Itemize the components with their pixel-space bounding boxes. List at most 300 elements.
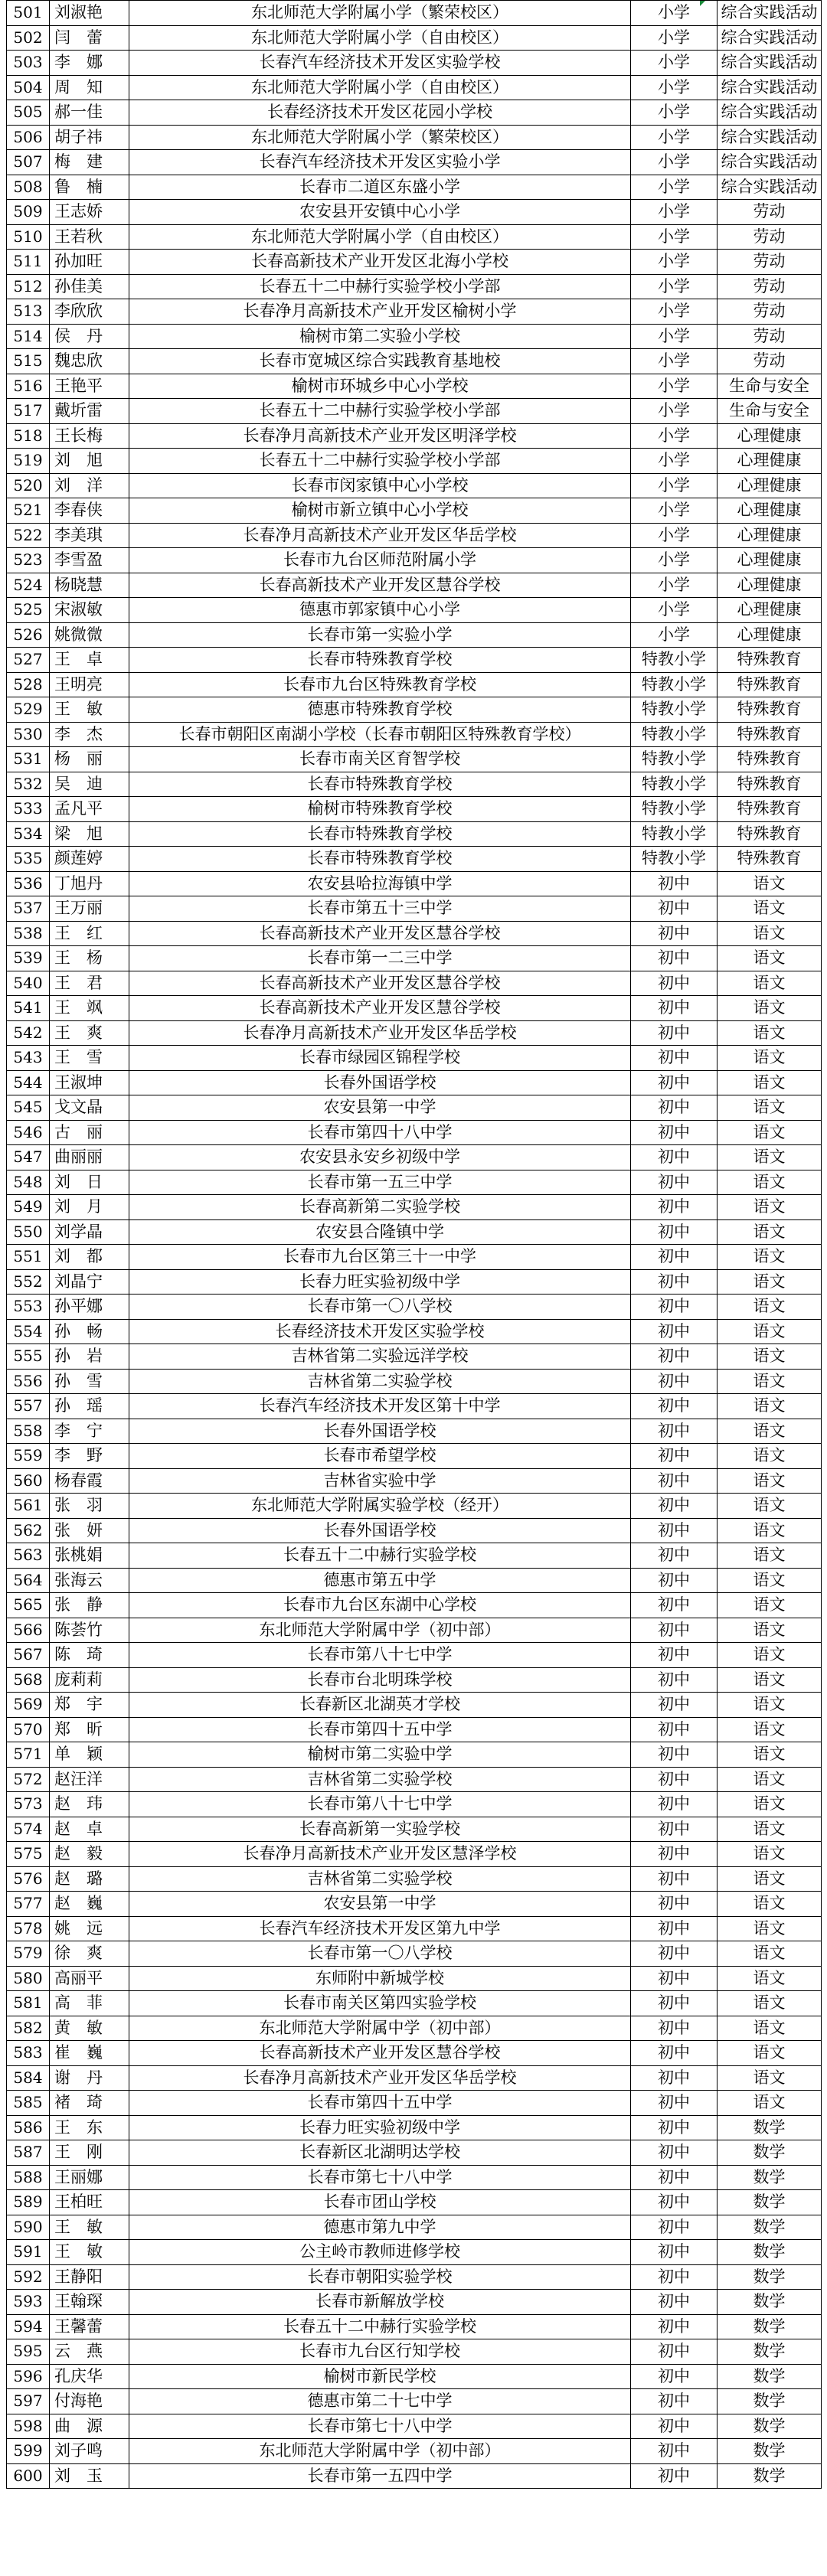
school-name-cell: 长春市台北明珠学校 (129, 1667, 631, 1693)
school-level-cell: 初中 (631, 2016, 717, 2041)
subject-cell: 语文 (717, 1792, 822, 1817)
teacher-name-cell: 郑 宇 (50, 1693, 129, 1718)
school-name-cell: 长春高新技术产业开发区慧谷学校 (129, 921, 631, 946)
teacher-name-cell: 王 敏 (50, 697, 129, 723)
school-level-cell: 小学 (631, 25, 717, 51)
school-level-cell: 初中 (631, 2041, 717, 2066)
row-number-cell: 566 (7, 1618, 50, 1643)
subject-cell: 劳动 (717, 250, 822, 275)
subject-cell: 语文 (717, 1518, 822, 1543)
teacher-name-cell: 刘 月 (50, 1195, 129, 1220)
school-name-cell: 农安县开安镇中心小学 (129, 200, 631, 225)
school-name-cell: 长春市第七十八中学 (129, 2414, 631, 2439)
teacher-name-cell: 李春侠 (50, 498, 129, 524)
school-name-cell: 长春高新第二实验学校 (129, 1195, 631, 1220)
school-level-cell: 初中 (631, 1618, 717, 1643)
subject-cell: 语文 (717, 1941, 822, 1967)
row-number-cell: 585 (7, 2091, 50, 2116)
school-name-cell: 长春汽车经济技术开发区实验学校 (129, 51, 631, 76)
teacher-name-cell: 王志娇 (50, 200, 129, 225)
school-level-cell: 初中 (631, 1792, 717, 1817)
teacher-name-cell: 郝一佳 (50, 100, 129, 126)
subject-cell: 数学 (717, 2290, 822, 2315)
subject-cell: 生命与安全 (717, 374, 822, 399)
school-name-cell: 长春经济技术开发区花园小学校 (129, 100, 631, 126)
school-name-cell: 长春市第一〇八学校 (129, 1941, 631, 1967)
table-row (7, 797, 822, 822)
teacher-name-cell: 孙加旺 (50, 250, 129, 275)
school-level-cell: 特教小学 (631, 722, 717, 747)
row-number-cell: 548 (7, 1170, 50, 1195)
school-name-cell: 德惠市第五中学 (129, 1568, 631, 1593)
school-level-cell: 初中 (631, 2215, 717, 2240)
school-level-cell: 小学 (631, 449, 717, 474)
table-row (7, 1593, 822, 1618)
row-number-cell: 594 (7, 2314, 50, 2339)
table-row (7, 1219, 822, 1245)
teacher-name-cell: 王艳平 (50, 374, 129, 399)
row-number-cell: 542 (7, 1020, 50, 1046)
table-row (7, 1170, 822, 1195)
school-level-cell: 初中 (631, 2439, 717, 2464)
table-row (7, 1866, 822, 1892)
teacher-name-cell: 梅 建 (50, 150, 129, 175)
teacher-name-cell: 闫 蕾 (50, 25, 129, 51)
teacher-name-cell: 杨春霞 (50, 1468, 129, 1494)
table-row (7, 1966, 822, 1991)
table-row (7, 2215, 822, 2240)
teacher-name-cell: 徐 爽 (50, 1941, 129, 1967)
row-number-cell: 555 (7, 1344, 50, 1370)
subject-cell: 语文 (717, 1767, 822, 1792)
school-level-cell: 小学 (631, 399, 717, 424)
teacher-name-cell: 王 红 (50, 921, 129, 946)
table-row (7, 25, 822, 51)
teacher-name-cell: 王 杨 (50, 946, 129, 971)
school-level-cell: 初中 (631, 1419, 717, 1444)
school-name-cell: 长春高新技术产业开发区慧谷学校 (129, 2041, 631, 2066)
teacher-name-cell: 赵 毅 (50, 1842, 129, 1867)
row-number-cell: 536 (7, 871, 50, 896)
school-level-cell: 初中 (631, 1916, 717, 1941)
table-row (7, 1070, 822, 1095)
subject-cell: 心理健康 (717, 548, 822, 573)
row-number-cell: 598 (7, 2414, 50, 2439)
row-number-cell: 573 (7, 1792, 50, 1817)
teacher-name-cell: 孙 瑶 (50, 1394, 129, 1419)
teacher-name-cell: 赵 巍 (50, 1892, 129, 1917)
table-row (7, 896, 822, 922)
subject-cell: 数学 (717, 2140, 822, 2166)
school-level-cell: 初中 (631, 896, 717, 922)
subject-cell: 心理健康 (717, 423, 822, 449)
subject-cell: 劳动 (717, 224, 822, 250)
row-number-cell: 570 (7, 1717, 50, 1742)
school-name-cell: 德惠市特殊教育学校 (129, 697, 631, 723)
row-number-cell: 510 (7, 224, 50, 250)
subject-cell: 语文 (717, 1543, 822, 1569)
teacher-name-cell: 戴圻雷 (50, 399, 129, 424)
school-name-cell: 长春外国语学校 (129, 1518, 631, 1543)
school-name-cell: 长春市朝阳区南湖小学校（长春市朝阳区特殊教育学校） (129, 722, 631, 747)
row-number-cell: 556 (7, 1369, 50, 1394)
subject-cell: 综合实践活动 (717, 1, 822, 26)
row-number-cell: 531 (7, 747, 50, 772)
row-number-cell: 583 (7, 2041, 50, 2066)
school-level-cell: 初中 (631, 1842, 717, 1867)
row-number-cell: 552 (7, 1269, 50, 1295)
table-row (7, 1095, 822, 1121)
school-level-cell: 初中 (631, 2264, 717, 2290)
subject-cell: 特殊教育 (717, 648, 822, 673)
table-row (7, 274, 822, 299)
table-row (7, 1295, 822, 1320)
subject-cell: 综合实践活动 (717, 51, 822, 76)
teacher-name-cell: 李 娜 (50, 51, 129, 76)
subject-cell: 数学 (717, 2190, 822, 2215)
teacher-name-cell: 姚微微 (50, 622, 129, 648)
school-name-cell: 长春五十二中赫行实验学校 (129, 1543, 631, 1569)
row-number-cell: 575 (7, 1842, 50, 1867)
school-name-cell: 长春市第四十八中学 (129, 1120, 631, 1145)
row-number-cell: 528 (7, 672, 50, 697)
school-name-cell: 长春市第一二三中学 (129, 946, 631, 971)
school-level-cell: 初中 (631, 1070, 717, 1095)
school-level-cell: 初中 (631, 1319, 717, 1344)
subject-cell: 劳动 (717, 299, 822, 325)
subject-cell: 语文 (717, 896, 822, 922)
teacher-name-cell: 赵 璐 (50, 1866, 129, 1892)
school-name-cell: 长春市特殊教育学校 (129, 847, 631, 872)
school-level-cell: 小学 (631, 75, 717, 100)
teacher-name-cell: 刘 玉 (50, 2463, 129, 2489)
school-name-cell: 农安县第一中学 (129, 1095, 631, 1121)
subject-cell: 心理健康 (717, 622, 822, 648)
row-number-cell: 524 (7, 573, 50, 598)
school-level-cell: 初中 (631, 1991, 717, 2016)
subject-cell: 语文 (717, 1369, 822, 1394)
teacher-name-cell: 云 燕 (50, 2339, 129, 2365)
row-number-cell: 505 (7, 100, 50, 126)
table-row (7, 1494, 822, 1519)
subject-cell: 综合实践活动 (717, 125, 822, 150)
teacher-name-cell: 鲁 楠 (50, 175, 129, 200)
table-row (7, 449, 822, 474)
school-level-cell: 特教小学 (631, 672, 717, 697)
row-number-cell: 543 (7, 1046, 50, 1071)
school-level-cell: 初中 (631, 1095, 717, 1121)
school-name-cell: 长春市团山学校 (129, 2190, 631, 2215)
row-number-cell: 551 (7, 1245, 50, 1270)
row-number-cell: 532 (7, 772, 50, 797)
table-row (7, 125, 822, 150)
school-name-cell: 长春市新解放学校 (129, 2290, 631, 2315)
school-name-cell: 长春市二道区东盛小学 (129, 175, 631, 200)
row-number-cell: 565 (7, 1593, 50, 1618)
row-number-cell: 577 (7, 1892, 50, 1917)
table-row (7, 2264, 822, 2290)
table-row (7, 722, 822, 747)
row-number-cell: 538 (7, 921, 50, 946)
school-name-cell: 榆树市新民学校 (129, 2364, 631, 2389)
teacher-name-cell: 张 羽 (50, 1494, 129, 1519)
subject-cell: 特殊教育 (717, 672, 822, 697)
table-row (7, 1, 822, 26)
teacher-name-cell: 颜莲婷 (50, 847, 129, 872)
table-row (7, 523, 822, 548)
row-number-cell: 581 (7, 1991, 50, 2016)
school-level-cell: 小学 (631, 324, 717, 349)
teacher-name-cell: 丁旭丹 (50, 871, 129, 896)
teacher-name-cell: 赵 卓 (50, 1817, 129, 1842)
table-row (7, 2314, 822, 2339)
teacher-name-cell: 侯 丹 (50, 324, 129, 349)
teacher-name-cell: 王翰琛 (50, 2290, 129, 2315)
school-name-cell: 长春净月高新技术产业开发区华岳学校 (129, 2065, 631, 2091)
teacher-list-table-region (6, 0, 821, 2489)
table-row (7, 1568, 822, 1593)
row-number-cell: 523 (7, 548, 50, 573)
table-row (7, 1643, 822, 1668)
school-name-cell: 长春市第一〇八学校 (129, 1295, 631, 1320)
table-row (7, 2240, 822, 2265)
subject-cell: 语文 (717, 1219, 822, 1245)
school-level-cell: 特教小学 (631, 847, 717, 872)
school-level-cell: 初中 (631, 2190, 717, 2215)
school-name-cell: 东北师范大学附属小学（自由校区） (129, 75, 631, 100)
school-name-cell: 吉林省第二实验学校 (129, 1866, 631, 1892)
teacher-name-cell: 王静阳 (50, 2264, 129, 2290)
table-row (7, 1344, 822, 1370)
school-level-cell: 初中 (631, 1568, 717, 1593)
school-level-cell: 初中 (631, 2463, 717, 2489)
subject-cell: 语文 (717, 1494, 822, 1519)
school-level-cell: 初中 (631, 1767, 717, 1792)
row-number-cell: 591 (7, 2240, 50, 2265)
teacher-name-cell: 张 静 (50, 1593, 129, 1618)
subject-cell: 数学 (717, 2215, 822, 2240)
table-row (7, 299, 822, 325)
subject-cell: 综合实践活动 (717, 100, 822, 126)
row-number-cell: 503 (7, 51, 50, 76)
school-level-cell: 特教小学 (631, 821, 717, 847)
row-number-cell: 568 (7, 1667, 50, 1693)
school-level-cell: 特教小学 (631, 697, 717, 723)
school-name-cell: 吉林省第二实验学校 (129, 1369, 631, 1394)
teacher-name-cell: 郑 昕 (50, 1717, 129, 1742)
school-level-cell: 初中 (631, 1344, 717, 1370)
table-row (7, 1369, 822, 1394)
row-number-cell: 512 (7, 274, 50, 299)
school-level-cell: 初中 (631, 2414, 717, 2439)
subject-cell: 语文 (717, 2041, 822, 2066)
subject-cell: 语文 (717, 1916, 822, 1941)
subject-cell: 心理健康 (717, 598, 822, 623)
subject-cell: 综合实践活动 (717, 175, 822, 200)
school-level-cell: 小学 (631, 200, 717, 225)
teacher-name-cell: 李雪盈 (50, 548, 129, 573)
subject-cell: 语文 (717, 1195, 822, 1220)
subject-cell: 语文 (717, 1618, 822, 1643)
school-level-cell: 初中 (631, 946, 717, 971)
subject-cell: 语文 (717, 1046, 822, 1071)
school-level-cell: 初中 (631, 871, 717, 896)
school-level-cell: 初中 (631, 2115, 717, 2140)
school-name-cell: 农安县哈拉海镇中学 (129, 871, 631, 896)
subject-cell: 综合实践活动 (717, 150, 822, 175)
cell-comment-marker (700, 1, 705, 6)
school-level-cell: 初中 (631, 1046, 717, 1071)
teacher-name-cell: 刘淑艳 (50, 1, 129, 26)
table-row (7, 2439, 822, 2464)
subject-cell: 综合实践活动 (717, 75, 822, 100)
subject-cell: 语文 (717, 1120, 822, 1145)
teacher-name-cell: 王万丽 (50, 896, 129, 922)
school-level-cell: 小学 (631, 100, 717, 126)
table-row (7, 1892, 822, 1917)
subject-cell: 语文 (717, 1095, 822, 1121)
school-name-cell: 长春高新技术产业开发区慧谷学校 (129, 573, 631, 598)
subject-cell: 数学 (717, 2389, 822, 2414)
teacher-name-cell: 陈 琦 (50, 1643, 129, 1668)
subject-cell: 语文 (717, 1070, 822, 1095)
subject-cell: 劳动 (717, 324, 822, 349)
school-level-cell: 初中 (631, 2140, 717, 2166)
teacher-list-table (6, 0, 822, 2489)
table-row (7, 2414, 822, 2439)
teacher-name-cell: 姚 远 (50, 1916, 129, 1941)
row-number-cell: 553 (7, 1295, 50, 1320)
table-row (7, 1916, 822, 1941)
table-row (7, 423, 822, 449)
school-level-cell: 小学 (631, 473, 717, 498)
school-name-cell: 长春净月高新技术产业开发区慧泽学校 (129, 1842, 631, 1867)
school-name-cell: 长春经济技术开发区实验学校 (129, 1319, 631, 1344)
row-number-cell: 519 (7, 449, 50, 474)
table-row (7, 1817, 822, 1842)
school-level-cell: 初中 (631, 2065, 717, 2091)
school-level-cell: 初中 (631, 1219, 717, 1245)
table-row (7, 1792, 822, 1817)
school-level-cell: 小学 (631, 349, 717, 374)
teacher-name-cell: 单 颖 (50, 1742, 129, 1768)
teacher-name-cell: 刘 旭 (50, 449, 129, 474)
row-number-cell: 502 (7, 25, 50, 51)
row-number-cell: 560 (7, 1468, 50, 1494)
subject-cell: 语文 (717, 1468, 822, 1494)
table-row (7, 996, 822, 1021)
subject-cell: 特殊教育 (717, 747, 822, 772)
row-number-cell: 564 (7, 1568, 50, 1593)
school-name-cell: 长春市第五十三中学 (129, 896, 631, 922)
school-name-cell: 长春市九台区师范附属小学 (129, 548, 631, 573)
school-level-cell: 初中 (631, 1468, 717, 1494)
teacher-name-cell: 李美琪 (50, 523, 129, 548)
table-row (7, 2389, 822, 2414)
school-level-cell: 初中 (631, 1494, 717, 1519)
subject-cell: 语文 (717, 2065, 822, 2091)
school-name-cell: 东北师范大学附属实验学校（经开） (129, 1494, 631, 1519)
teacher-name-cell: 刘子鸣 (50, 2439, 129, 2464)
school-name-cell: 榆树市新立镇中心小学校 (129, 498, 631, 524)
school-level-cell: 初中 (631, 1693, 717, 1718)
row-number-cell: 516 (7, 374, 50, 399)
subject-cell: 语文 (717, 1866, 822, 1892)
school-level-cell: 初中 (631, 1742, 717, 1768)
school-name-cell: 长春市绿园区锦程学校 (129, 1046, 631, 1071)
school-name-cell: 长春净月高新技术产业开发区华岳学校 (129, 523, 631, 548)
school-name-cell: 公主岭市教师进修学校 (129, 2240, 631, 2265)
school-name-cell: 长春市九台区行知学校 (129, 2339, 631, 2365)
school-name-cell: 长春净月高新技术产业开发区明泽学校 (129, 423, 631, 449)
row-number-cell: 547 (7, 1145, 50, 1170)
school-name-cell: 东北师范大学附属小学（自由校区） (129, 25, 631, 51)
table-row (7, 1543, 822, 1569)
row-number-cell: 527 (7, 648, 50, 673)
row-number-cell: 517 (7, 399, 50, 424)
teacher-name-cell: 周 知 (50, 75, 129, 100)
school-name-cell: 长春高新技术产业开发区慧谷学校 (129, 996, 631, 1021)
teacher-name-cell: 梁 旭 (50, 821, 129, 847)
teacher-name-cell: 张桃娟 (50, 1543, 129, 1569)
school-name-cell: 长春市闵家镇中心小学校 (129, 473, 631, 498)
subject-cell: 劳动 (717, 274, 822, 299)
school-level-cell: 小学 (631, 299, 717, 325)
school-name-cell: 长春外国语学校 (129, 1419, 631, 1444)
row-number-cell: 567 (7, 1643, 50, 1668)
row-number-cell: 595 (7, 2339, 50, 2365)
school-name-cell: 榆树市第二实验中学 (129, 1742, 631, 1768)
school-level-cell: 初中 (631, 1444, 717, 1469)
row-number-cell: 534 (7, 821, 50, 847)
table-row (7, 200, 822, 225)
table-row (7, 1842, 822, 1867)
teacher-name-cell: 王 敏 (50, 2215, 129, 2240)
subject-cell: 语文 (717, 1344, 822, 1370)
subject-cell: 语文 (717, 1419, 822, 1444)
school-name-cell: 长春五十二中赫行实验学校小学部 (129, 399, 631, 424)
table-body (7, 1, 822, 2489)
school-level-cell: 初中 (631, 1941, 717, 1967)
subject-cell: 语文 (717, 1245, 822, 1270)
table-row (7, 1518, 822, 1543)
table-row (7, 1120, 822, 1145)
school-name-cell: 长春市南关区育智学校 (129, 747, 631, 772)
table-row (7, 2041, 822, 2066)
row-number-cell: 518 (7, 423, 50, 449)
table-row (7, 1319, 822, 1344)
subject-cell: 语文 (717, 1269, 822, 1295)
teacher-name-cell: 刘 日 (50, 1170, 129, 1195)
teacher-name-cell: 王明亮 (50, 672, 129, 697)
row-number-cell: 597 (7, 2389, 50, 2414)
school-name-cell: 东北师范大学附属小学（繁荣校区） (129, 1, 631, 26)
teacher-name-cell: 孙 岩 (50, 1344, 129, 1370)
table-row (7, 1693, 822, 1718)
school-level-cell: 小学 (631, 598, 717, 623)
table-row (7, 1245, 822, 1270)
subject-cell: 语文 (717, 1593, 822, 1618)
subject-cell: 数学 (717, 2165, 822, 2190)
school-level-cell: 初中 (631, 2091, 717, 2116)
subject-cell: 数学 (717, 2314, 822, 2339)
school-name-cell: 长春高新技术产业开发区慧谷学校 (129, 971, 631, 996)
table-row (7, 399, 822, 424)
subject-cell: 语文 (717, 1145, 822, 1170)
teacher-name-cell: 王 君 (50, 971, 129, 996)
teacher-name-cell: 王 卓 (50, 648, 129, 673)
teacher-name-cell: 高丽平 (50, 1966, 129, 1991)
